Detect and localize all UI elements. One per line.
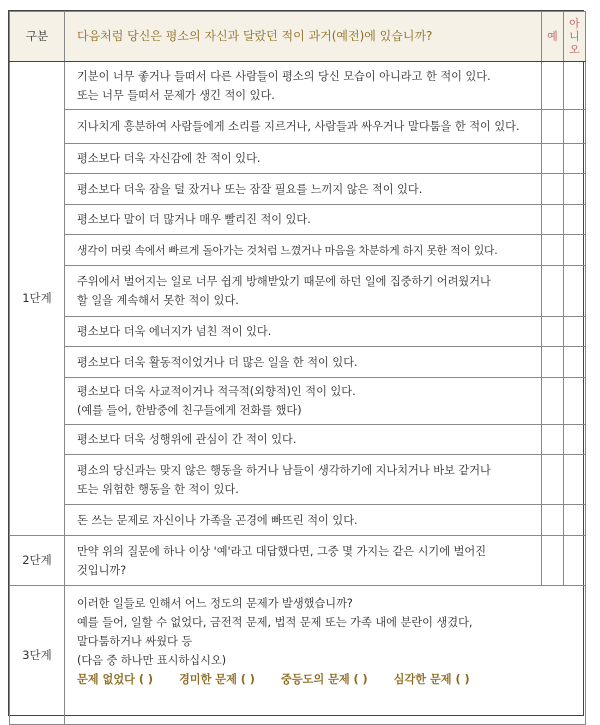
question-row [10, 455, 586, 505]
question-text: 지나치게 흥분하여 사람들에게 소리를 지르거나, 사람들과 싸우거나 말다툼을 한 적이 있다. [65, 110, 542, 144]
no-checkbox[interactable] [564, 266, 586, 317]
no-checkbox[interactable] [564, 62, 586, 110]
question-row [10, 62, 586, 110]
question-row [10, 378, 586, 425]
question-text: 기분이 너무 좋거나 들떠서 다른 사람들이 평소의 당신 모습이 아니라고 한 적이 있다. 또는 너무 들떠서 문제가 생긴 적이 있다. [65, 62, 542, 110]
question-text: 평소보다 더욱 성행위에 관심이 간 적이 있다. [65, 425, 542, 455]
question-row [10, 205, 586, 235]
yes-checkbox[interactable] [542, 505, 564, 536]
no-checkbox[interactable] [564, 536, 586, 586]
no-checkbox[interactable] [564, 425, 586, 455]
yes-checkbox[interactable] [542, 235, 564, 266]
question-row [10, 110, 586, 144]
stage2-row [10, 536, 586, 586]
yes-checkbox[interactable] [542, 205, 564, 235]
yes-checkbox[interactable] [542, 455, 564, 505]
no-checkbox[interactable] [564, 174, 586, 205]
no-checkbox[interactable] [564, 317, 586, 347]
header-yes: 예 [542, 12, 564, 62]
no-checkbox[interactable] [564, 347, 586, 378]
option-severe-problem[interactable]: 심각한 문제 ( ) [393, 673, 470, 686]
yes-checkbox[interactable] [542, 425, 564, 455]
stage3-row [10, 586, 586, 725]
no-checkbox[interactable] [564, 205, 586, 235]
question-text: 돈 쓰는 문제로 자신이나 가족을 곤경에 빠뜨린 적이 있다. [65, 505, 542, 536]
no-checkbox[interactable] [564, 144, 586, 174]
header-stage: 구분 [10, 12, 65, 62]
yes-checkbox[interactable] [542, 62, 564, 110]
question-text: 평소보다 더욱 자신감에 찬 적이 있다. [65, 144, 542, 174]
header-no [564, 12, 586, 62]
yes-checkbox[interactable] [542, 110, 564, 144]
question-row [10, 235, 586, 266]
question-row [10, 347, 586, 378]
question-text: 생각이 머릿 속에서 빠르게 돌아가는 것처럼 느꼈거나 마음을 차분하게 하지 못한 적이 있다. [65, 235, 542, 266]
question-row [10, 317, 586, 347]
question-text: 평소보다 더욱 에너지가 넘친 적이 있다. [65, 317, 542, 347]
yes-checkbox[interactable] [542, 536, 564, 586]
no-checkbox[interactable] [564, 505, 586, 536]
stage3-label: 3단계 [10, 586, 65, 725]
question-row [10, 266, 586, 317]
option-no-problem[interactable]: 문제 없었다 ( ) [77, 673, 153, 686]
no-checkbox[interactable] [564, 235, 586, 266]
header-question: 다음처럼 당신은 평소의 자신과 달랐던 적이 과거(예전)에 있습니까? [65, 12, 542, 62]
stage3-question: 이러한 일들로 인해서 어느 정도의 문제가 발생했습니까? 예를 들어, 일할 수 없었다, 금전적 문제, 법적 문제 또는 가족 내에 분란이 생겼다, 말다툼하거나 싸웠다 등 (다음 중 하나만 표시하십시오) 문제 없었다 ( ) 경미한 문제 ( ) 중등도의 문제 ( ) 심각한 문제 ( ) [65, 586, 586, 725]
question-text: 평소보다 더욱 잠을 덜 잤거나 또는 잠잘 필요를 느끼지 않은 적이 있다. [65, 174, 542, 205]
header-row [10, 12, 586, 62]
option-moderate-problem[interactable]: 중등도의 문제 ( ) [280, 673, 368, 686]
no-checkbox[interactable] [564, 378, 586, 425]
question-row [10, 144, 586, 174]
question-row [10, 505, 586, 536]
yes-checkbox[interactable] [542, 317, 564, 347]
questionnaire-table [9, 11, 586, 725]
question-text: 평소의 당신과는 맞지 않은 행동을 하거나 남들이 생각하기에 지나치거나 바보 같거나 또는 위험한 행동을 한 적이 있다. [65, 455, 542, 505]
severity-options [77, 670, 573, 689]
question-row [10, 174, 586, 205]
yes-checkbox[interactable] [542, 378, 564, 425]
header-no-char: 니 [569, 30, 580, 43]
header-no-char: 오 [569, 43, 580, 56]
no-checkbox[interactable] [564, 110, 586, 144]
yes-checkbox[interactable] [542, 347, 564, 378]
yes-checkbox[interactable] [542, 144, 564, 174]
stage2-question: 만약 위의 질문에 하나 이상 '예'라고 대답했다면, 그중 몇 가지는 같은 시기에 벌어진 것입니까? [65, 536, 542, 586]
question-text: 평소보다 말이 더 많거나 매우 빨리진 적이 있다. [65, 205, 542, 235]
question-text: 주위에서 벌어지는 일로 너무 쉽게 방해받았기 때문에 하던 일에 집중하기 어려웠거나 할 일을 계속해서 못한 적이 있다. [65, 266, 542, 317]
header-no-char: 아 [569, 17, 580, 30]
question-text: 평소보다 더욱 사교적이거나 적극적(외향적)인 적이 있다. (예를 들어, 한밤중에 친구들에게 전화를 했다) [65, 378, 542, 425]
yes-checkbox[interactable] [542, 174, 564, 205]
option-mild-problem[interactable]: 경미한 문제 ( ) [178, 673, 255, 686]
question-row [10, 425, 586, 455]
stage1-label: 1단계 [10, 62, 65, 536]
question-text: 평소보다 더욱 활동적이었거나 더 많은 일을 한 적이 있다. [65, 347, 542, 378]
questionnaire-sheet [8, 10, 584, 716]
stage2-label: 2단계 [10, 536, 65, 586]
yes-checkbox[interactable] [542, 266, 564, 317]
no-checkbox[interactable] [564, 455, 586, 505]
